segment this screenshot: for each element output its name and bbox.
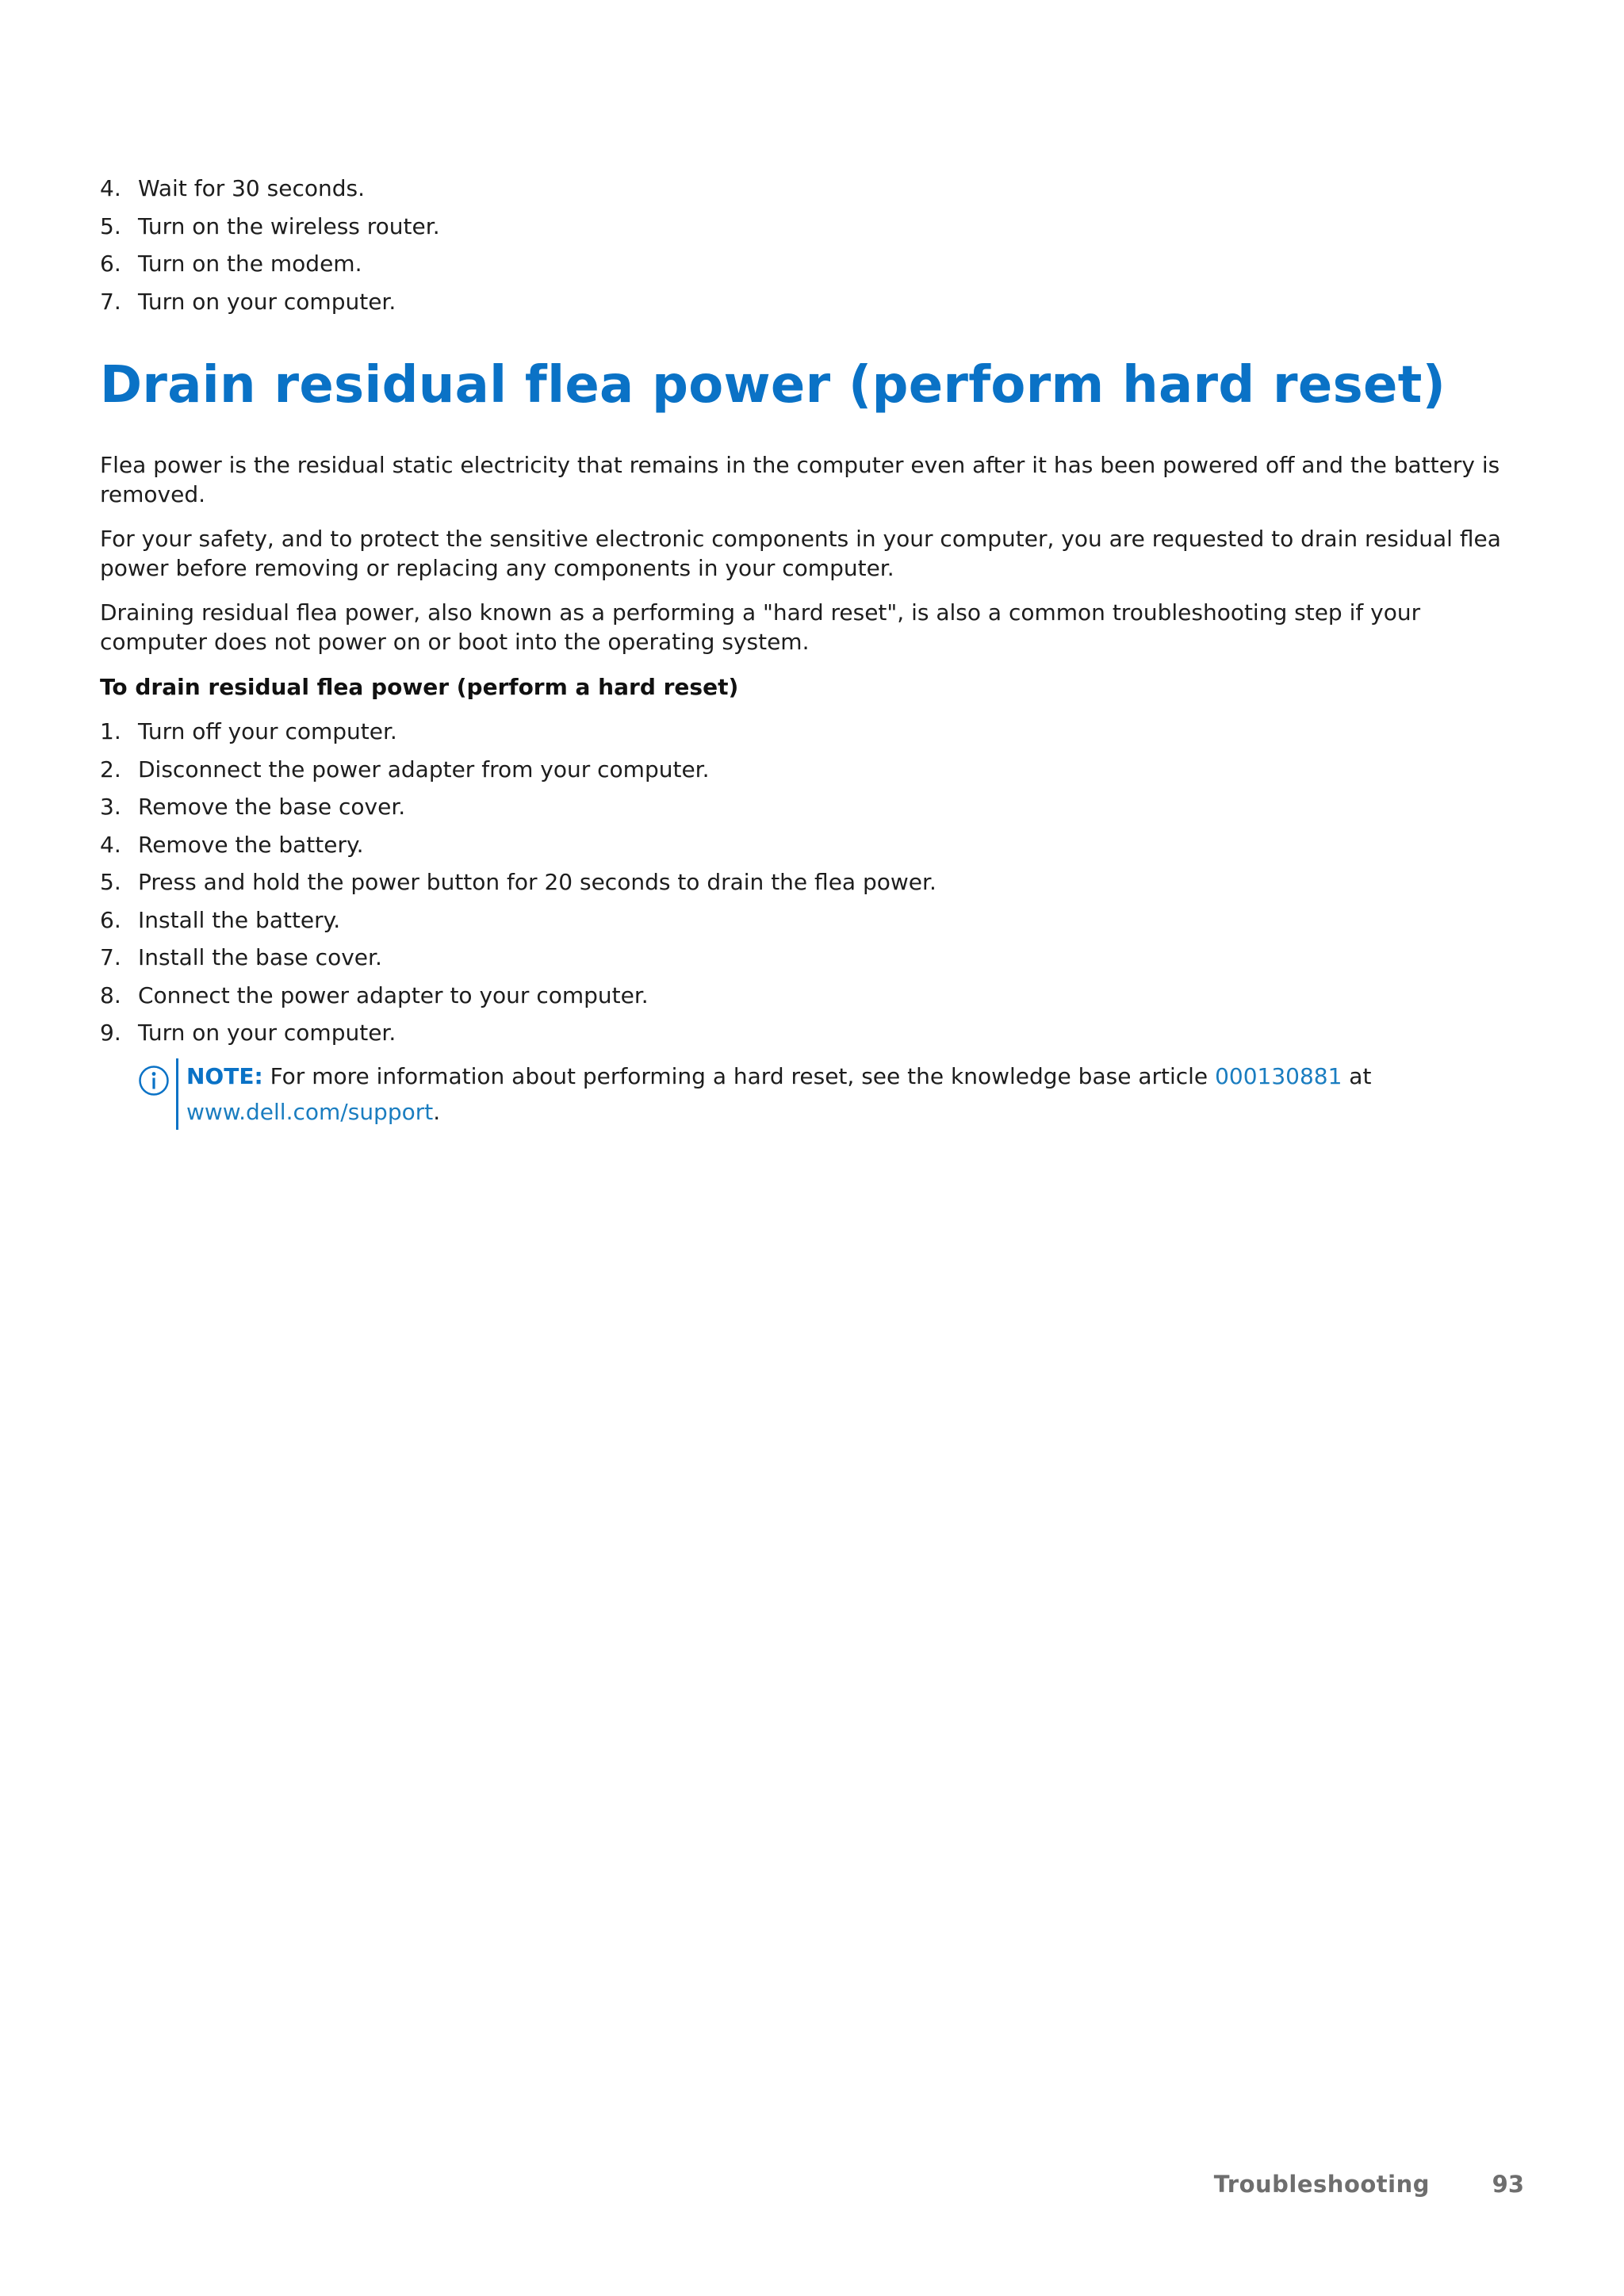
- step-number: 6.: [100, 251, 121, 277]
- list-item: [100, 713, 1519, 751]
- step-text: Turn on your computer.: [138, 288, 396, 315]
- step-number: 4.: [100, 175, 121, 201]
- step-number: 8.: [100, 982, 121, 1008]
- note-end: .: [433, 1098, 441, 1125]
- info-icon: [138, 1065, 170, 1096]
- intro-paragraph: Flea power is the residual static electricity that remains in the computer even after it has been powered off and the battery is removed.: [100, 452, 1500, 507]
- note-label: NOTE:: [186, 1062, 263, 1089]
- step-number: 5.: [100, 212, 121, 239]
- support-link[interactable]: www.dell.com/support: [186, 1098, 434, 1125]
- page-number: 93: [1492, 2171, 1524, 2198]
- list-item: [100, 901, 1519, 939]
- step-number: 7.: [100, 944, 121, 970]
- step-text: Connect the power adapter to your computer.: [138, 982, 649, 1008]
- procedure-title: To drain residual flea power (perform a hard reset): [100, 674, 739, 700]
- continued-steps-list: [100, 170, 1519, 320]
- step-text: Turn on the modem.: [138, 251, 362, 277]
- note-body: For more information about performing a hard reset, see the knowledge base article: [262, 1062, 1216, 1089]
- list-item: [100, 751, 1519, 789]
- list-item: [100, 170, 1519, 208]
- kb-article-link[interactable]: 000130881: [1215, 1062, 1342, 1089]
- list-item: [100, 283, 1519, 321]
- page-content: [100, 170, 1519, 1131]
- note-divider: [176, 1058, 178, 1130]
- step-number: 7.: [100, 288, 121, 315]
- step-text: Turn off your computer.: [138, 718, 397, 744]
- step-text: Remove the battery.: [138, 831, 364, 858]
- list-item: [100, 788, 1519, 826]
- list-item: [100, 863, 1519, 901]
- step-number: 2.: [100, 756, 121, 783]
- note-text: [186, 1058, 1455, 1130]
- step-number: 4.: [100, 831, 121, 858]
- hard-reset-paragraph: Draining residual flea power, also known as a performing a "hard reset", is also a common troubleshooting step if your computer does not power on or boot into the operating system.: [100, 599, 1421, 655]
- step-text: Install the base cover.: [138, 944, 382, 970]
- step-text: Wait for 30 seconds.: [138, 175, 365, 201]
- step-text: Remove the base cover.: [138, 794, 406, 820]
- step-number: 1.: [100, 718, 121, 744]
- step-text: Turn on the wireless router.: [138, 212, 440, 239]
- note-body-middle: at: [1342, 1062, 1372, 1089]
- step-number: 5.: [100, 869, 121, 895]
- list-item: [100, 208, 1519, 246]
- list-item: [100, 939, 1519, 977]
- list-item: [100, 826, 1519, 864]
- step-number: 6.: [100, 906, 121, 933]
- step-text: Turn on your computer.: [138, 1020, 396, 1046]
- step-number: 3.: [100, 794, 121, 820]
- step-text: Disconnect the power adapter from your computer.: [138, 756, 710, 783]
- step-text: Press and hold the power button for 20 seconds to drain the flea power.: [138, 869, 936, 895]
- list-item: [100, 245, 1519, 283]
- list-item: [100, 1014, 1519, 1052]
- step-number: 9.: [100, 1020, 121, 1046]
- note-box: [141, 1058, 1519, 1131]
- footer-section-name: Troubleshooting: [1213, 2171, 1430, 2198]
- section-title: Drain residual flea power (perform hard reset): [100, 356, 1446, 415]
- list-item: [100, 977, 1519, 1015]
- safety-paragraph: For your safety, and to protect the sensitive electronic components in your computer, you are requested to drain residual flea power before removing or replacing any components in your computer.: [100, 526, 1501, 581]
- step-text: Install the battery.: [138, 906, 341, 933]
- page-footer: [0, 2171, 1624, 2202]
- procedure-steps-list: [100, 713, 1519, 1052]
